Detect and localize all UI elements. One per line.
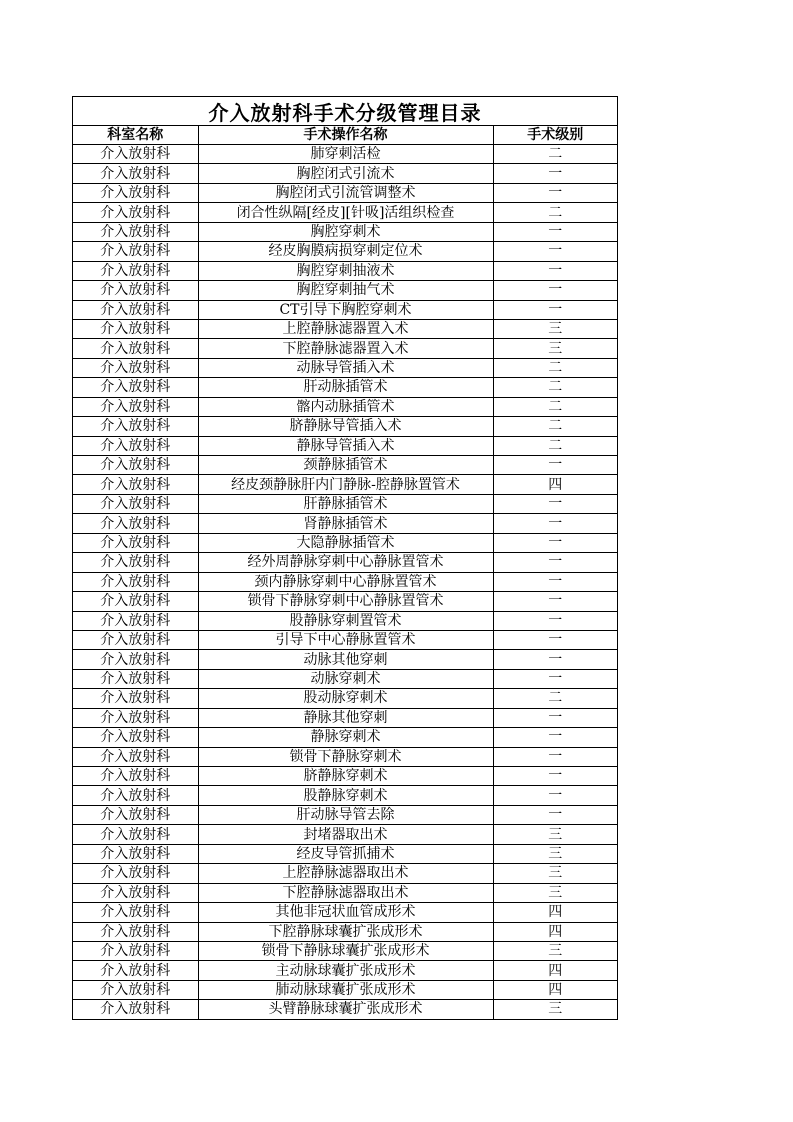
table-row xyxy=(73,630,617,649)
cell-procedure: 胸腔穿刺术 xyxy=(198,222,493,241)
table-row xyxy=(73,689,617,708)
table-row xyxy=(73,611,617,630)
table-row xyxy=(73,844,617,863)
cell-procedure: 动脉穿刺术 xyxy=(198,669,493,688)
cell-procedure: 股动脉穿刺术 xyxy=(198,689,493,708)
cell-procedure: 锁骨下静脉穿刺中心静脉置管术 xyxy=(198,592,493,611)
cell-procedure: 闭合性纵隔[经皮][针吸]活组织检查 xyxy=(198,203,493,222)
cell-department: 介入放射科 xyxy=(73,650,198,669)
cell-level: 三 xyxy=(493,864,617,883)
table-row xyxy=(73,164,617,183)
cell-level: 一 xyxy=(493,728,617,747)
cell-level: 一 xyxy=(493,494,617,513)
table-row xyxy=(73,514,617,533)
table-row xyxy=(73,1000,617,1019)
cell-department: 介入放射科 xyxy=(73,961,198,980)
cell-department: 介入放射科 xyxy=(73,533,198,552)
cell-department: 介入放射科 xyxy=(73,222,198,241)
table-row xyxy=(73,708,617,727)
cell-procedure: 头臂静脉球囊扩张成形术 xyxy=(198,1000,493,1019)
cell-department: 介入放射科 xyxy=(73,883,198,902)
table-row xyxy=(73,378,617,397)
cell-department: 介入放射科 xyxy=(73,1000,198,1019)
table-row xyxy=(73,183,617,202)
cell-procedure: CT引导下胸腔穿刺术 xyxy=(198,300,493,319)
header-row xyxy=(73,126,617,145)
cell-department: 介入放射科 xyxy=(73,922,198,941)
cell-procedure: 肺穿刺活检 xyxy=(198,145,493,164)
table-row xyxy=(73,941,617,960)
cell-department: 介入放射科 xyxy=(73,592,198,611)
cell-department: 介入放射科 xyxy=(73,689,198,708)
cell-department: 介入放射科 xyxy=(73,358,198,377)
cell-department: 介入放射科 xyxy=(73,475,198,494)
cell-level: 一 xyxy=(493,514,617,533)
cell-procedure: 经皮颈静脉肝内门静脉-腔静脉置管术 xyxy=(198,475,493,494)
cell-level: 一 xyxy=(493,708,617,727)
cell-level: 一 xyxy=(493,456,617,475)
cell-procedure: 颈静脉插管术 xyxy=(198,456,493,475)
cell-procedure: 其他非冠状血管成形术 xyxy=(198,903,493,922)
surgery-grading-table xyxy=(72,96,618,1020)
table-row xyxy=(73,358,617,377)
cell-level: 三 xyxy=(493,941,617,960)
table-row xyxy=(73,786,617,805)
cell-procedure: 动脉导管插入术 xyxy=(198,358,493,377)
cell-level: 一 xyxy=(493,767,617,786)
cell-procedure: 锁骨下静脉球囊扩张成形术 xyxy=(198,941,493,960)
cell-department: 介入放射科 xyxy=(73,903,198,922)
cell-procedure: 下腔静脉滤器置入术 xyxy=(198,339,493,358)
cell-department: 介入放射科 xyxy=(73,397,198,416)
table-row xyxy=(73,728,617,747)
header-procedure: 手术操作名称 xyxy=(198,126,493,145)
table-row xyxy=(73,475,617,494)
cell-department: 介入放射科 xyxy=(73,203,198,222)
cell-procedure: 股静脉穿刺术 xyxy=(198,786,493,805)
table-row xyxy=(73,864,617,883)
cell-department: 介入放射科 xyxy=(73,708,198,727)
cell-level: 二 xyxy=(493,203,617,222)
cell-procedure: 上腔静脉滤器取出术 xyxy=(198,864,493,883)
table-row xyxy=(73,261,617,280)
table-row xyxy=(73,767,617,786)
cell-level: 三 xyxy=(493,883,617,902)
cell-procedure: 大隐静脉插管术 xyxy=(198,533,493,552)
cell-department: 介入放射科 xyxy=(73,747,198,766)
cell-level: 三 xyxy=(493,339,617,358)
cell-level: 三 xyxy=(493,825,617,844)
table-row xyxy=(73,922,617,941)
table-row xyxy=(73,747,617,766)
cell-department: 介入放射科 xyxy=(73,553,198,572)
header-department: 科室名称 xyxy=(73,126,198,145)
cell-department: 介入放射科 xyxy=(73,941,198,960)
cell-procedure: 锁骨下静脉穿刺术 xyxy=(198,747,493,766)
cell-procedure: 颈内静脉穿刺中心静脉置管术 xyxy=(198,572,493,591)
cell-department: 介入放射科 xyxy=(73,436,198,455)
cell-department: 介入放射科 xyxy=(73,864,198,883)
cell-procedure: 胸腔闭式引流术 xyxy=(198,164,493,183)
cell-level: 三 xyxy=(493,319,617,338)
cell-procedure: 肾静脉插管术 xyxy=(198,514,493,533)
cell-procedure: 静脉其他穿刺 xyxy=(198,708,493,727)
cell-procedure: 胸腔穿刺抽液术 xyxy=(198,261,493,280)
cell-procedure: 动脉其他穿刺 xyxy=(198,650,493,669)
cell-level: 二 xyxy=(493,145,617,164)
cell-department: 介入放射科 xyxy=(73,980,198,999)
cell-department: 介入放射科 xyxy=(73,825,198,844)
table-row xyxy=(73,572,617,591)
table-row xyxy=(73,203,617,222)
cell-procedure: 经外周静脉穿刺中心静脉置管术 xyxy=(198,553,493,572)
cell-level: 一 xyxy=(493,572,617,591)
table-row xyxy=(73,242,617,261)
table-row xyxy=(73,145,617,164)
table-row xyxy=(73,339,617,358)
cell-level: 三 xyxy=(493,844,617,863)
table-row xyxy=(73,222,617,241)
cell-department: 介入放射科 xyxy=(73,494,198,513)
cell-procedure: 静脉穿刺术 xyxy=(198,728,493,747)
cell-department: 介入放射科 xyxy=(73,300,198,319)
cell-level: 四 xyxy=(493,922,617,941)
cell-level: 一 xyxy=(493,242,617,261)
cell-department: 介入放射科 xyxy=(73,281,198,300)
cell-department: 介入放射科 xyxy=(73,572,198,591)
cell-department: 介入放射科 xyxy=(73,669,198,688)
table-row xyxy=(73,281,617,300)
table-row xyxy=(73,553,617,572)
cell-level: 一 xyxy=(493,553,617,572)
cell-procedure: 髂内动脉插管术 xyxy=(198,397,493,416)
cell-procedure: 封堵器取出术 xyxy=(198,825,493,844)
cell-level: 四 xyxy=(493,961,617,980)
cell-level: 一 xyxy=(493,650,617,669)
table-row xyxy=(73,669,617,688)
cell-level: 一 xyxy=(493,786,617,805)
cell-department: 介入放射科 xyxy=(73,844,198,863)
cell-level: 二 xyxy=(493,397,617,416)
cell-level: 二 xyxy=(493,436,617,455)
cell-level: 一 xyxy=(493,164,617,183)
table-row xyxy=(73,397,617,416)
cell-procedure: 胸腔闭式引流管调整术 xyxy=(198,183,493,202)
cell-department: 介入放射科 xyxy=(73,378,198,397)
cell-level: 二 xyxy=(493,358,617,377)
cell-procedure: 主动脉球囊扩张成形术 xyxy=(198,961,493,980)
cell-procedure: 下腔静脉滤器取出术 xyxy=(198,883,493,902)
cell-level: 一 xyxy=(493,222,617,241)
cell-procedure: 胸腔穿刺抽气术 xyxy=(198,281,493,300)
cell-level: 一 xyxy=(493,261,617,280)
cell-level: 一 xyxy=(493,747,617,766)
cell-level: 一 xyxy=(493,669,617,688)
cell-procedure: 经皮导管抓捕术 xyxy=(198,844,493,863)
cell-level: 四 xyxy=(493,475,617,494)
cell-department: 介入放射科 xyxy=(73,145,198,164)
table-row xyxy=(73,883,617,902)
cell-department: 介入放射科 xyxy=(73,728,198,747)
cell-level: 二 xyxy=(493,417,617,436)
table-row xyxy=(73,300,617,319)
table-row xyxy=(73,494,617,513)
table-row xyxy=(73,592,617,611)
cell-procedure: 脐静脉穿刺术 xyxy=(198,767,493,786)
cell-procedure: 下腔静脉球囊扩张成形术 xyxy=(198,922,493,941)
header-level: 手术级别 xyxy=(493,126,617,145)
table-row xyxy=(73,650,617,669)
cell-level: 一 xyxy=(493,805,617,824)
cell-department: 介入放射科 xyxy=(73,261,198,280)
cell-procedure: 静脉导管插入术 xyxy=(198,436,493,455)
cell-level: 一 xyxy=(493,630,617,649)
cell-department: 介入放射科 xyxy=(73,456,198,475)
cell-department: 介入放射科 xyxy=(73,319,198,338)
cell-procedure: 肝静脉插管术 xyxy=(198,494,493,513)
cell-procedure: 上腔静脉滤器置入术 xyxy=(198,319,493,338)
cell-procedure: 引导下中心静脉置管术 xyxy=(198,630,493,649)
cell-level: 三 xyxy=(493,1000,617,1019)
table-row xyxy=(73,805,617,824)
cell-level: 四 xyxy=(493,903,617,922)
cell-department: 介入放射科 xyxy=(73,805,198,824)
cell-department: 介入放射科 xyxy=(73,514,198,533)
cell-procedure: 脐静脉导管插入术 xyxy=(198,417,493,436)
cell-procedure: 经皮胸膜病损穿刺定位术 xyxy=(198,242,493,261)
table-row xyxy=(73,825,617,844)
table-row xyxy=(73,980,617,999)
cell-level: 一 xyxy=(493,533,617,552)
cell-department: 介入放射科 xyxy=(73,183,198,202)
table-body xyxy=(73,145,617,1019)
cell-department: 介入放射科 xyxy=(73,611,198,630)
cell-department: 介入放射科 xyxy=(73,164,198,183)
cell-level: 二 xyxy=(493,689,617,708)
cell-department: 介入放射科 xyxy=(73,242,198,261)
table-title: 介入放射科手术分级管理目录 xyxy=(73,97,617,126)
cell-procedure: 肝动脉导管去除 xyxy=(198,805,493,824)
cell-department: 介入放射科 xyxy=(73,786,198,805)
cell-procedure: 肺动脉球囊扩张成形术 xyxy=(198,980,493,999)
table-row xyxy=(73,961,617,980)
procedure-table xyxy=(73,126,617,1019)
cell-department: 介入放射科 xyxy=(73,767,198,786)
cell-level: 一 xyxy=(493,592,617,611)
cell-department: 介入放射科 xyxy=(73,339,198,358)
table-row xyxy=(73,436,617,455)
table-row xyxy=(73,533,617,552)
cell-level: 一 xyxy=(493,611,617,630)
cell-level: 四 xyxy=(493,980,617,999)
cell-level: 一 xyxy=(493,300,617,319)
cell-procedure: 肝动脉插管术 xyxy=(198,378,493,397)
table-row xyxy=(73,456,617,475)
table-row xyxy=(73,319,617,338)
table-row xyxy=(73,903,617,922)
cell-level: 二 xyxy=(493,378,617,397)
table-row xyxy=(73,417,617,436)
cell-level: 一 xyxy=(493,183,617,202)
cell-level: 一 xyxy=(493,281,617,300)
cell-department: 介入放射科 xyxy=(73,630,198,649)
cell-department: 介入放射科 xyxy=(73,417,198,436)
cell-procedure: 股静脉穿刺置管术 xyxy=(198,611,493,630)
